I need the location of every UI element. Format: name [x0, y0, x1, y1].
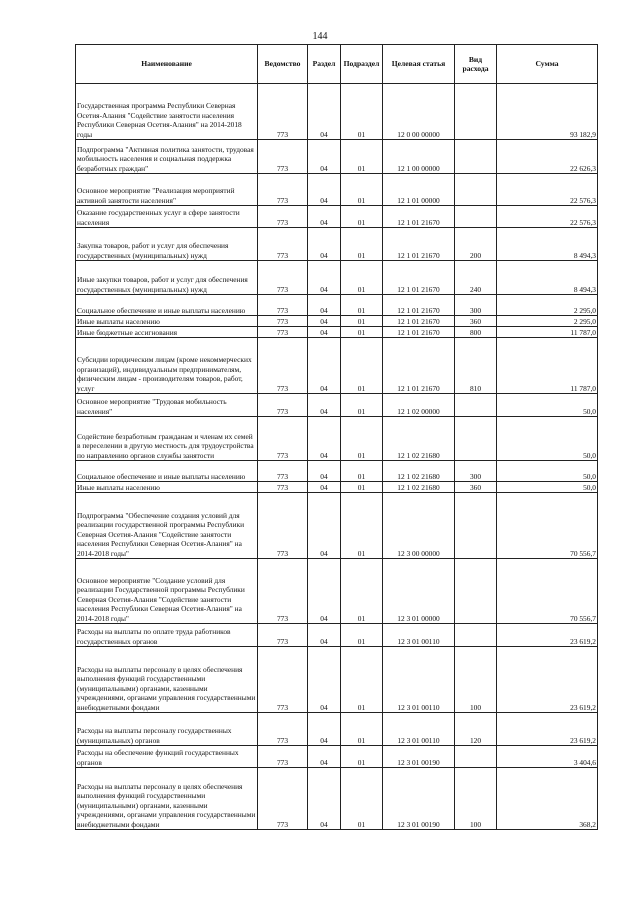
- table-row: [76, 482, 598, 493]
- cell-expense-type: 800: [455, 327, 497, 338]
- cell-subsection: 01: [341, 295, 383, 316]
- cell-sum: 70 556,7: [497, 493, 598, 559]
- cell-section: 04: [308, 261, 341, 295]
- table-row: [76, 493, 598, 559]
- cell-target-article: 12 1 00 00000: [383, 140, 455, 174]
- cell-name: Расходы на обеспечение функций государственных органов: [76, 746, 258, 768]
- cell-expense-type: [455, 206, 497, 228]
- cell-expense-type: 360: [455, 316, 497, 327]
- cell-department: 773: [258, 417, 308, 461]
- budget-table: [75, 44, 598, 830]
- cell-subsection: 01: [341, 174, 383, 206]
- cell-expense-type: [455, 140, 497, 174]
- cell-name: Основное мероприятие "Трудовая мобильность населения": [76, 394, 258, 417]
- cell-department: 773: [258, 394, 308, 417]
- cell-name: Иные бюджетные ассигнования: [76, 327, 258, 338]
- table-row: [76, 327, 598, 338]
- cell-target-article: 12 1 01 00000: [383, 174, 455, 206]
- table-row: [76, 84, 598, 140]
- header-department: Ведомство: [258, 45, 308, 84]
- cell-section: 04: [308, 206, 341, 228]
- cell-department: 773: [258, 228, 308, 261]
- cell-section: 04: [308, 493, 341, 559]
- cell-sum: 50,0: [497, 461, 598, 482]
- cell-expense-type: [455, 84, 497, 140]
- cell-department: 773: [258, 713, 308, 746]
- table-row: [76, 140, 598, 174]
- cell-name: Подпрограмма "Обеспечение создания условий для реализации государственной программы Республики Северная Осетия-Алания "Содействие занятости населения Республики Северная Осетия-Алания" на 2014-2018 годы": [76, 493, 258, 559]
- cell-department: 773: [258, 493, 308, 559]
- cell-expense-type: 120: [455, 713, 497, 746]
- cell-subsection: 01: [341, 647, 383, 713]
- cell-expense-type: 100: [455, 768, 497, 830]
- table-row: [76, 461, 598, 482]
- cell-name: Расходы на выплаты персоналу в целях обеспечения выполнения функций государственными (муниципальными) органами, казенными учреждениями, органами управления государственными внебюджетными фондами: [76, 647, 258, 713]
- cell-target-article: 12 3 01 00190: [383, 746, 455, 768]
- cell-sum: 11 787,0: [497, 338, 598, 394]
- cell-department: 773: [258, 295, 308, 316]
- cell-department: 773: [258, 327, 308, 338]
- cell-sum: 93 182,9: [497, 84, 598, 140]
- cell-department: 773: [258, 461, 308, 482]
- cell-name: Иные закупки товаров, работ и услуг для обеспечения государственных (муниципальных) нужд: [76, 261, 258, 295]
- table-header-row: [76, 45, 598, 84]
- cell-expense-type: 360: [455, 482, 497, 493]
- cell-target-article: 12 1 01 21670: [383, 261, 455, 295]
- cell-name: Подпрограмма "Активная политика занятости, трудовая мобильность населения и социальная поддержка безработных граждан": [76, 140, 258, 174]
- cell-name: Государственная программа Республики Северная Осетия-Алания "Содействие занятости населения Республики Северная Осетия-Алания" на 2014-2018 годы: [76, 84, 258, 140]
- cell-subsection: 01: [341, 417, 383, 461]
- cell-sum: 8 494,3: [497, 261, 598, 295]
- cell-target-article: 12 3 01 00110: [383, 713, 455, 746]
- cell-department: 773: [258, 746, 308, 768]
- cell-expense-type: [455, 417, 497, 461]
- cell-target-article: 12 1 01 21670: [383, 228, 455, 261]
- cell-name: Содействие безработным гражданам и членам их семей в переселении в другую местность для трудоустройства по направлению органов службы занятости: [76, 417, 258, 461]
- cell-expense-type: 200: [455, 228, 497, 261]
- cell-target-article: 12 1 01 21670: [383, 295, 455, 316]
- cell-target-article: 12 1 01 21670: [383, 316, 455, 327]
- cell-subsection: 01: [341, 461, 383, 482]
- cell-name: Социальное обеспечение и иные выплаты населению: [76, 461, 258, 482]
- header-name: Наименование: [76, 45, 258, 84]
- cell-department: 773: [258, 482, 308, 493]
- cell-name: Субсидии юридическим лицам (кроме некоммерческих организаций), индивидуальным предпринимателям, физическим лицам - производителям товаров, работ, услуг: [76, 338, 258, 394]
- cell-sum: 22 576,3: [497, 174, 598, 206]
- cell-sum: 50,0: [497, 482, 598, 493]
- table-row: [76, 261, 598, 295]
- cell-department: 773: [258, 174, 308, 206]
- header-target-article: Целевая статья: [383, 45, 455, 84]
- table-row: [76, 338, 598, 394]
- cell-expense-type: [455, 624, 497, 647]
- table-row: [76, 624, 598, 647]
- cell-section: 04: [308, 295, 341, 316]
- cell-department: 773: [258, 316, 308, 327]
- cell-sum: 2 295,0: [497, 316, 598, 327]
- cell-section: 04: [308, 228, 341, 261]
- cell-department: 773: [258, 647, 308, 713]
- cell-department: 773: [258, 768, 308, 830]
- cell-target-article: 12 1 02 21680: [383, 461, 455, 482]
- cell-subsection: 01: [341, 228, 383, 261]
- cell-expense-type: 100: [455, 647, 497, 713]
- header-expense-type: Вид расхода: [455, 45, 497, 84]
- cell-expense-type: 300: [455, 295, 497, 316]
- cell-target-article: 12 0 00 00000: [383, 84, 455, 140]
- cell-sum: 2 295,0: [497, 295, 598, 316]
- cell-subsection: 01: [341, 768, 383, 830]
- cell-section: 04: [308, 768, 341, 830]
- cell-section: 04: [308, 316, 341, 327]
- cell-name: Расходы на выплаты персоналу государственных (муниципальных) органов: [76, 713, 258, 746]
- cell-expense-type: [455, 394, 497, 417]
- cell-target-article: 12 1 02 00000: [383, 394, 455, 417]
- table-row: [76, 746, 598, 768]
- cell-sum: 50,0: [497, 417, 598, 461]
- cell-department: 773: [258, 206, 308, 228]
- cell-name: Социальное обеспечение и иные выплаты населению: [76, 295, 258, 316]
- cell-target-article: 12 3 01 00110: [383, 647, 455, 713]
- cell-subsection: 01: [341, 327, 383, 338]
- cell-section: 04: [308, 713, 341, 746]
- cell-section: 04: [308, 327, 341, 338]
- cell-target-article: 12 3 01 00110: [383, 624, 455, 647]
- header-subsection: Подраздел: [341, 45, 383, 84]
- table-row: [76, 316, 598, 327]
- cell-subsection: 01: [341, 206, 383, 228]
- cell-section: 04: [308, 394, 341, 417]
- cell-sum: 368,2: [497, 768, 598, 830]
- cell-subsection: 01: [341, 713, 383, 746]
- table-row: [76, 713, 598, 746]
- cell-subsection: 01: [341, 746, 383, 768]
- cell-section: 04: [308, 417, 341, 461]
- cell-subsection: 01: [341, 140, 383, 174]
- cell-subsection: 01: [341, 84, 383, 140]
- cell-department: 773: [258, 338, 308, 394]
- cell-name: Оказание государственных услуг в сфере занятости населения: [76, 206, 258, 228]
- cell-name: Иные выплаты населению: [76, 316, 258, 327]
- cell-section: 04: [308, 461, 341, 482]
- cell-name: Основное мероприятие "Создание условий для реализации Государственной программы Республики Северная Осетия-Алания "Содействие занятости населения Республики Северная Осетия-Алания" на 2014-2018 годы": [76, 559, 258, 624]
- cell-sum: 23 619,2: [497, 713, 598, 746]
- cell-department: 773: [258, 84, 308, 140]
- cell-name: Расходы на выплаты по оплате труда работников государственных органов: [76, 624, 258, 647]
- cell-department: 773: [258, 261, 308, 295]
- cell-expense-type: [455, 746, 497, 768]
- cell-department: 773: [258, 559, 308, 624]
- cell-target-article: 12 3 00 00000: [383, 493, 455, 559]
- cell-name: Закупка товаров, работ и услуг для обеспечения государственных (муниципальных) нужд: [76, 228, 258, 261]
- cell-sum: 50,0: [497, 394, 598, 417]
- table-row: [76, 559, 598, 624]
- cell-section: 04: [308, 559, 341, 624]
- table-row: [76, 174, 598, 206]
- cell-name: Расходы на выплаты персоналу в целях обеспечения выполнения функций государственными (муниципальными) органами, казенными учреждениями, органами управления государственными внебюджетными фондами: [76, 768, 258, 830]
- cell-target-article: 12 1 01 21670: [383, 338, 455, 394]
- cell-subsection: 01: [341, 338, 383, 394]
- cell-sum: 11 787,0: [497, 327, 598, 338]
- cell-section: 04: [308, 647, 341, 713]
- table-row: [76, 394, 598, 417]
- header-sum: Сумма: [497, 45, 598, 84]
- cell-expense-type: [455, 174, 497, 206]
- cell-section: 04: [308, 624, 341, 647]
- cell-expense-type: [455, 559, 497, 624]
- cell-expense-type: 240: [455, 261, 497, 295]
- cell-section: 04: [308, 174, 341, 206]
- cell-target-article: 12 1 01 21670: [383, 327, 455, 338]
- cell-sum: 3 404,6: [497, 746, 598, 768]
- table-row: [76, 295, 598, 316]
- cell-sum: 23 619,2: [497, 624, 598, 647]
- table-row: [76, 647, 598, 713]
- cell-section: 04: [308, 84, 341, 140]
- cell-sum: 22 576,3: [497, 206, 598, 228]
- cell-section: 04: [308, 140, 341, 174]
- page-number: 144: [312, 31, 328, 42]
- cell-target-article: 12 1 02 21680: [383, 417, 455, 461]
- cell-sum: 70 556,7: [497, 559, 598, 624]
- cell-subsection: 01: [341, 316, 383, 327]
- table-row: [76, 206, 598, 228]
- cell-target-article: 12 3 01 00000: [383, 559, 455, 624]
- cell-target-article: 12 1 02 21680: [383, 482, 455, 493]
- table-row: [76, 228, 598, 261]
- cell-name: Иные выплаты населению: [76, 482, 258, 493]
- cell-subsection: 01: [341, 394, 383, 417]
- cell-subsection: 01: [341, 261, 383, 295]
- cell-target-article: 12 1 01 21670: [383, 206, 455, 228]
- cell-subsection: 01: [341, 482, 383, 493]
- cell-department: 773: [258, 140, 308, 174]
- cell-subsection: 01: [341, 559, 383, 624]
- cell-expense-type: [455, 493, 497, 559]
- cell-section: 04: [308, 338, 341, 394]
- cell-sum: 8 494,3: [497, 228, 598, 261]
- cell-expense-type: 300: [455, 461, 497, 482]
- cell-expense-type: 810: [455, 338, 497, 394]
- cell-subsection: 01: [341, 624, 383, 647]
- cell-section: 04: [308, 482, 341, 493]
- cell-target-article: 12 3 01 00190: [383, 768, 455, 830]
- table-row: [76, 768, 598, 830]
- cell-department: 773: [258, 624, 308, 647]
- table-row: [76, 417, 598, 461]
- header-section: Раздел: [308, 45, 341, 84]
- cell-sum: 22 626,3: [497, 140, 598, 174]
- cell-section: 04: [308, 746, 341, 768]
- cell-name: Основное мероприятие "Реализация мероприятий активной занятости населения": [76, 174, 258, 206]
- cell-subsection: 01: [341, 493, 383, 559]
- cell-sum: 23 619,2: [497, 647, 598, 713]
